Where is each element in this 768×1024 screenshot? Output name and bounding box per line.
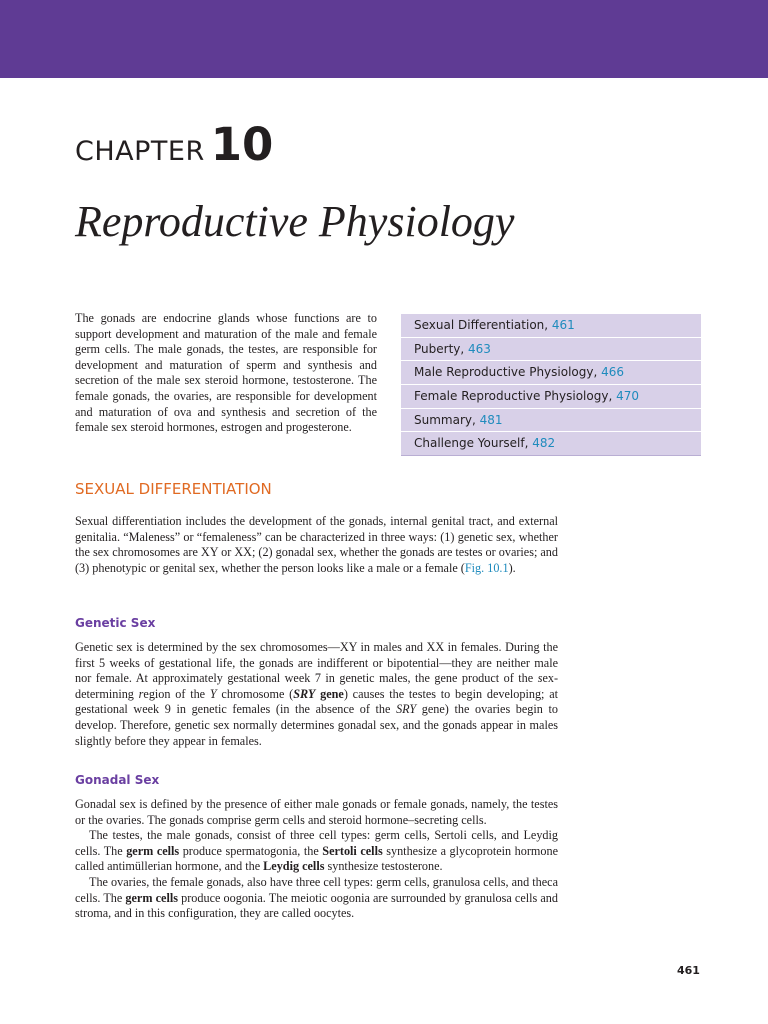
header-banner	[0, 0, 768, 78]
emphasis-text: SRY	[293, 686, 316, 701]
genetic-sex-paragraph	[75, 640, 558, 749]
paragraph-text: ).	[508, 560, 516, 575]
paragraph-text: Genetic sex is determined by the sex chromosomes—XY in males and XX in females. During the first 5 weeks of gestational life, the gonads are indifferent or bipotential—they are neither male nor female. At approximately gestational week 7 in genetic males, the gene product of the	[75, 640, 558, 686]
outline-item-label: Summary,	[414, 412, 476, 427]
outline-item-page[interactable]: 466	[601, 365, 625, 380]
intro-paragraph: The gonads are endocrine glands whose functions are to support development and maturation of the male and female germ cells. The male gonads, the testes, are responsible for development and maturation of sperm and synthesis and secretion of the male sex steroid hormone, testosterone. The female gonads, the ovaries, are responsible for development and maturation of ova and synthesis and secretion of the female sex steroid hormones, estrogen and progesterone.	[75, 311, 377, 435]
paragraph-text: Sexual differentiation includes the development of the gonads, internal genital tract, and external genitalia. “Maleness” or “femaleness” can be characterized in three ways: (1) genetic sex, whether the sex chromosomes are XY or XX; (2) gonadal sex, whether the gonads are testes or ovaries; and (3) phenotypic or genital sex, whether the person looks like a male or a female (	[75, 514, 558, 575]
subsection-heading: Genetic Sex	[75, 616, 156, 630]
outline-item[interactable]	[401, 314, 701, 338]
paragraph-text: egion of the	[143, 686, 210, 701]
chapter-label	[75, 118, 273, 171]
bold-text: germ cells	[125, 890, 178, 905]
outline-item-label: Puberty,	[414, 341, 465, 356]
outline-item-label: Challenge Yourself,	[414, 436, 529, 451]
paragraph-text: synthesize testosterone.	[324, 859, 443, 874]
paragraph-text: produce oogonia. The meiotic oogonia are surrounded by granulosa cells and stroma, and in this configuration, they are called oocytes.	[75, 890, 558, 921]
subsection-heading: Gonadal Sex	[75, 773, 160, 787]
paragraph	[75, 828, 558, 875]
chapter-word: CHAPTER	[75, 136, 205, 167]
emphasis-text: r	[138, 686, 144, 701]
paragraph-text: ex-determining	[75, 671, 558, 701]
outline-item[interactable]	[401, 361, 701, 385]
bold-text: Sertoli cells	[322, 843, 383, 858]
outline-item[interactable]	[401, 385, 701, 409]
outline-item-page[interactable]: 481	[479, 412, 503, 427]
paragraph-text: ) causes the testes to begin developing; at gestational week 9 in genetic females (in the absence of the	[75, 686, 558, 717]
outline-item[interactable]	[401, 409, 701, 433]
outline-item-page[interactable]: 470	[616, 389, 639, 404]
paragraph-text: chromosome (	[216, 686, 294, 701]
emphasis-text: s	[537, 671, 543, 686]
paragraph	[75, 875, 558, 922]
paragraph-text: The testes, the male gonads, consist of three cell types: germ cells, Sertoli cells, and Leydig cells. The	[75, 828, 558, 858]
emphasis-text: SRY	[396, 702, 417, 717]
paragraph-text: The ovaries, the female gonads, also have three cell types: germ cells, granulosa cells, and theca cells. The	[75, 874, 558, 905]
gonadal-sex-paragraphs	[75, 797, 558, 922]
section-paragraph	[75, 514, 558, 576]
section-heading: SEXUAL DIFFERENTIATION	[75, 480, 272, 498]
paragraph-text: gene) the ovaries begin to develop. Therefore, genetic sex normally determines gonadal sex, and the gonads appear in males slightly before they appear in females.	[75, 702, 558, 748]
paragraph-text: synthesize a glycoprotein hormone called antimüllerian hormone, and the	[75, 843, 558, 874]
outline-item[interactable]	[401, 432, 701, 456]
paragraph: Gonadal sex is defined by the presence of either male gonads or female gonads, namely, the testes or the ovaries. The gonads comprise germ cells and steroid hormone–secreting cells.	[75, 797, 558, 827]
chapter-title: Reproductive Physiology	[75, 197, 515, 246]
bold-text: Leydig cells	[263, 859, 325, 874]
bold-text: gene	[315, 686, 344, 701]
paragraph-text: produce spermatogonia, the	[179, 843, 323, 858]
outline-item-label: Male Reproductive Physiology,	[414, 365, 598, 380]
chapter-number: 10	[210, 118, 274, 171]
outline-item-label: Sexual Differentiation,	[414, 318, 549, 332]
page-number: 461	[677, 964, 700, 977]
outline-item-page[interactable]: 463	[468, 341, 491, 356]
chapter-outline	[401, 314, 701, 456]
outline-item-label: Female Reproductive Physiology,	[414, 389, 613, 404]
figure-link[interactable]: Fig. 10.1	[464, 560, 509, 575]
outline-item-page[interactable]: 482	[532, 436, 556, 451]
bold-text: germ cells	[126, 843, 180, 858]
outline-item[interactable]	[401, 338, 701, 362]
outline-item-page[interactable]: 461	[551, 318, 575, 332]
emphasis-text: Y	[209, 686, 217, 701]
